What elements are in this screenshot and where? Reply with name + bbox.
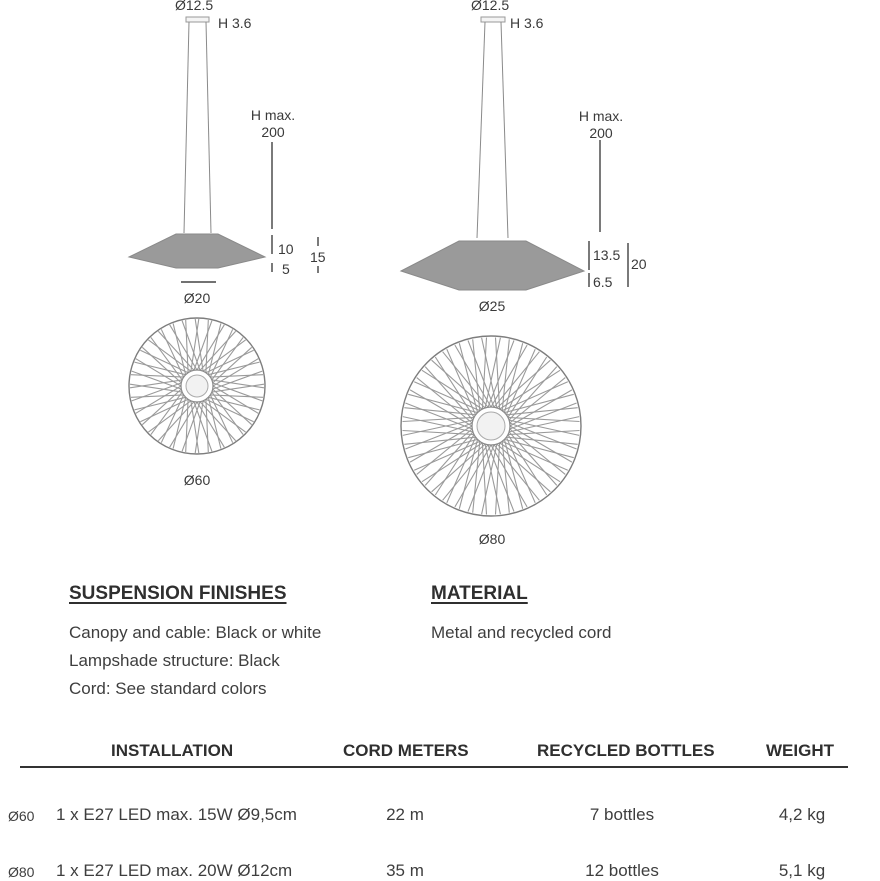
finishes-line: Cord: See standard colors: [69, 679, 267, 698]
small-total-height: 15: [310, 249, 326, 265]
large-shade-silhouette: [401, 241, 584, 290]
large-shade-diameter: Ø80: [478, 531, 506, 547]
large-total-height: 20: [631, 256, 647, 272]
small-shade-diameter: Ø60: [183, 472, 211, 488]
finishes-line: Canopy and cable: Black or white: [69, 623, 322, 642]
material-line: Metal and recycled cord: [431, 623, 612, 642]
large-upper-height: 13.5: [593, 247, 621, 263]
large-lamp-top-view: [401, 336, 581, 516]
small-height-max-value: 200: [261, 124, 285, 140]
finishes-line: Lampshade structure: Black: [69, 651, 280, 670]
small-shade-silhouette: [129, 234, 265, 268]
small-lamp-top-view: [129, 318, 265, 454]
table-header-rule: [20, 766, 848, 768]
large-height-max-label: H max.: [578, 108, 624, 124]
row-size: Ø60: [8, 808, 35, 824]
row-size: Ø80: [8, 864, 35, 880]
row-installation: 1 x E27 LED max. 15W Ø9,5cm: [56, 805, 297, 824]
small-bottom-diameter: Ø20: [183, 290, 211, 306]
column-header-weight: WEIGHT: [766, 741, 834, 760]
finishes-heading: SUSPENSION FINISHES: [69, 583, 287, 604]
row-cord-meters: 22 m: [386, 805, 424, 824]
row-recycled-bottles: 12 bottles: [585, 861, 659, 880]
material-heading: MATERIAL: [431, 583, 528, 604]
small-upper-height: 10: [278, 241, 294, 257]
small-height-max-label: H max.: [250, 107, 296, 123]
large-canopy-diameter: Ø12.5: [471, 0, 510, 13]
row-cord-meters: 35 m: [386, 861, 424, 880]
row-installation: 1 x E27 LED max. 20W Ø12cm: [56, 861, 293, 880]
large-lower-height: 6.5: [593, 274, 613, 290]
row-recycled-bottles: 7 bottles: [589, 805, 655, 824]
column-header-cord-meters: CORD METERS: [343, 741, 469, 760]
column-header-installation: INSTALLATION: [111, 741, 234, 760]
large-canopy-height: H 3.6: [510, 15, 544, 31]
small-canopy-diameter: Ø12.5: [175, 0, 214, 13]
row-weight: 5,1 kg: [778, 861, 826, 880]
row-weight: 4,2 kg: [778, 805, 826, 824]
column-header-recycled-bottles: RECYCLED BOTTLES: [537, 741, 715, 760]
small-canopy-height: H 3.6: [218, 15, 252, 31]
large-bottom-diameter: Ø25: [478, 298, 506, 314]
small-lower-height: 5: [282, 261, 290, 277]
large-height-max-value: 200: [589, 125, 613, 141]
